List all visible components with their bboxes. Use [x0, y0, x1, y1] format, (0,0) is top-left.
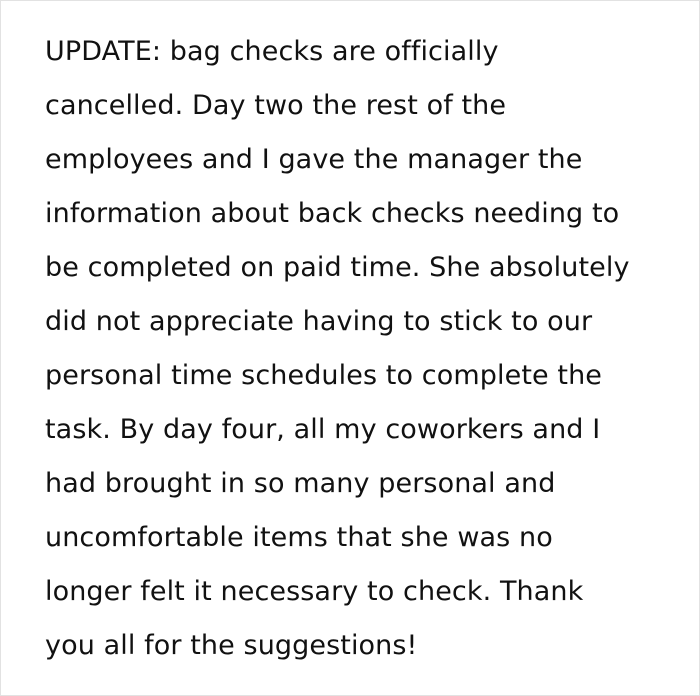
post-text-line: employees and I gave the manager the: [45, 144, 583, 175]
post-text-line: personal time schedules to complete the: [45, 360, 603, 391]
post-text-line: information about back checks needing to: [45, 198, 620, 229]
post-text-line: task. By day four, all my coworkers and I: [45, 414, 601, 445]
post-body-text: [45, 25, 685, 673]
post-text-line: longer felt it necessary to check. Thank: [45, 576, 584, 607]
post-text-line: you all for the suggestions!: [45, 630, 418, 661]
post-text-line: UPDATE: bag checks are officially: [45, 36, 499, 67]
post-text-line: did not appreciate having to stick to our: [45, 306, 593, 337]
post-text-line: cancelled. Day two the rest of the: [45, 90, 507, 121]
post-text-line: uncomfortable items that she was no: [45, 522, 553, 553]
post-text-line: be completed on paid time. She absolutely: [45, 252, 630, 283]
post-text-line: had brought in so many personal and: [45, 468, 556, 499]
